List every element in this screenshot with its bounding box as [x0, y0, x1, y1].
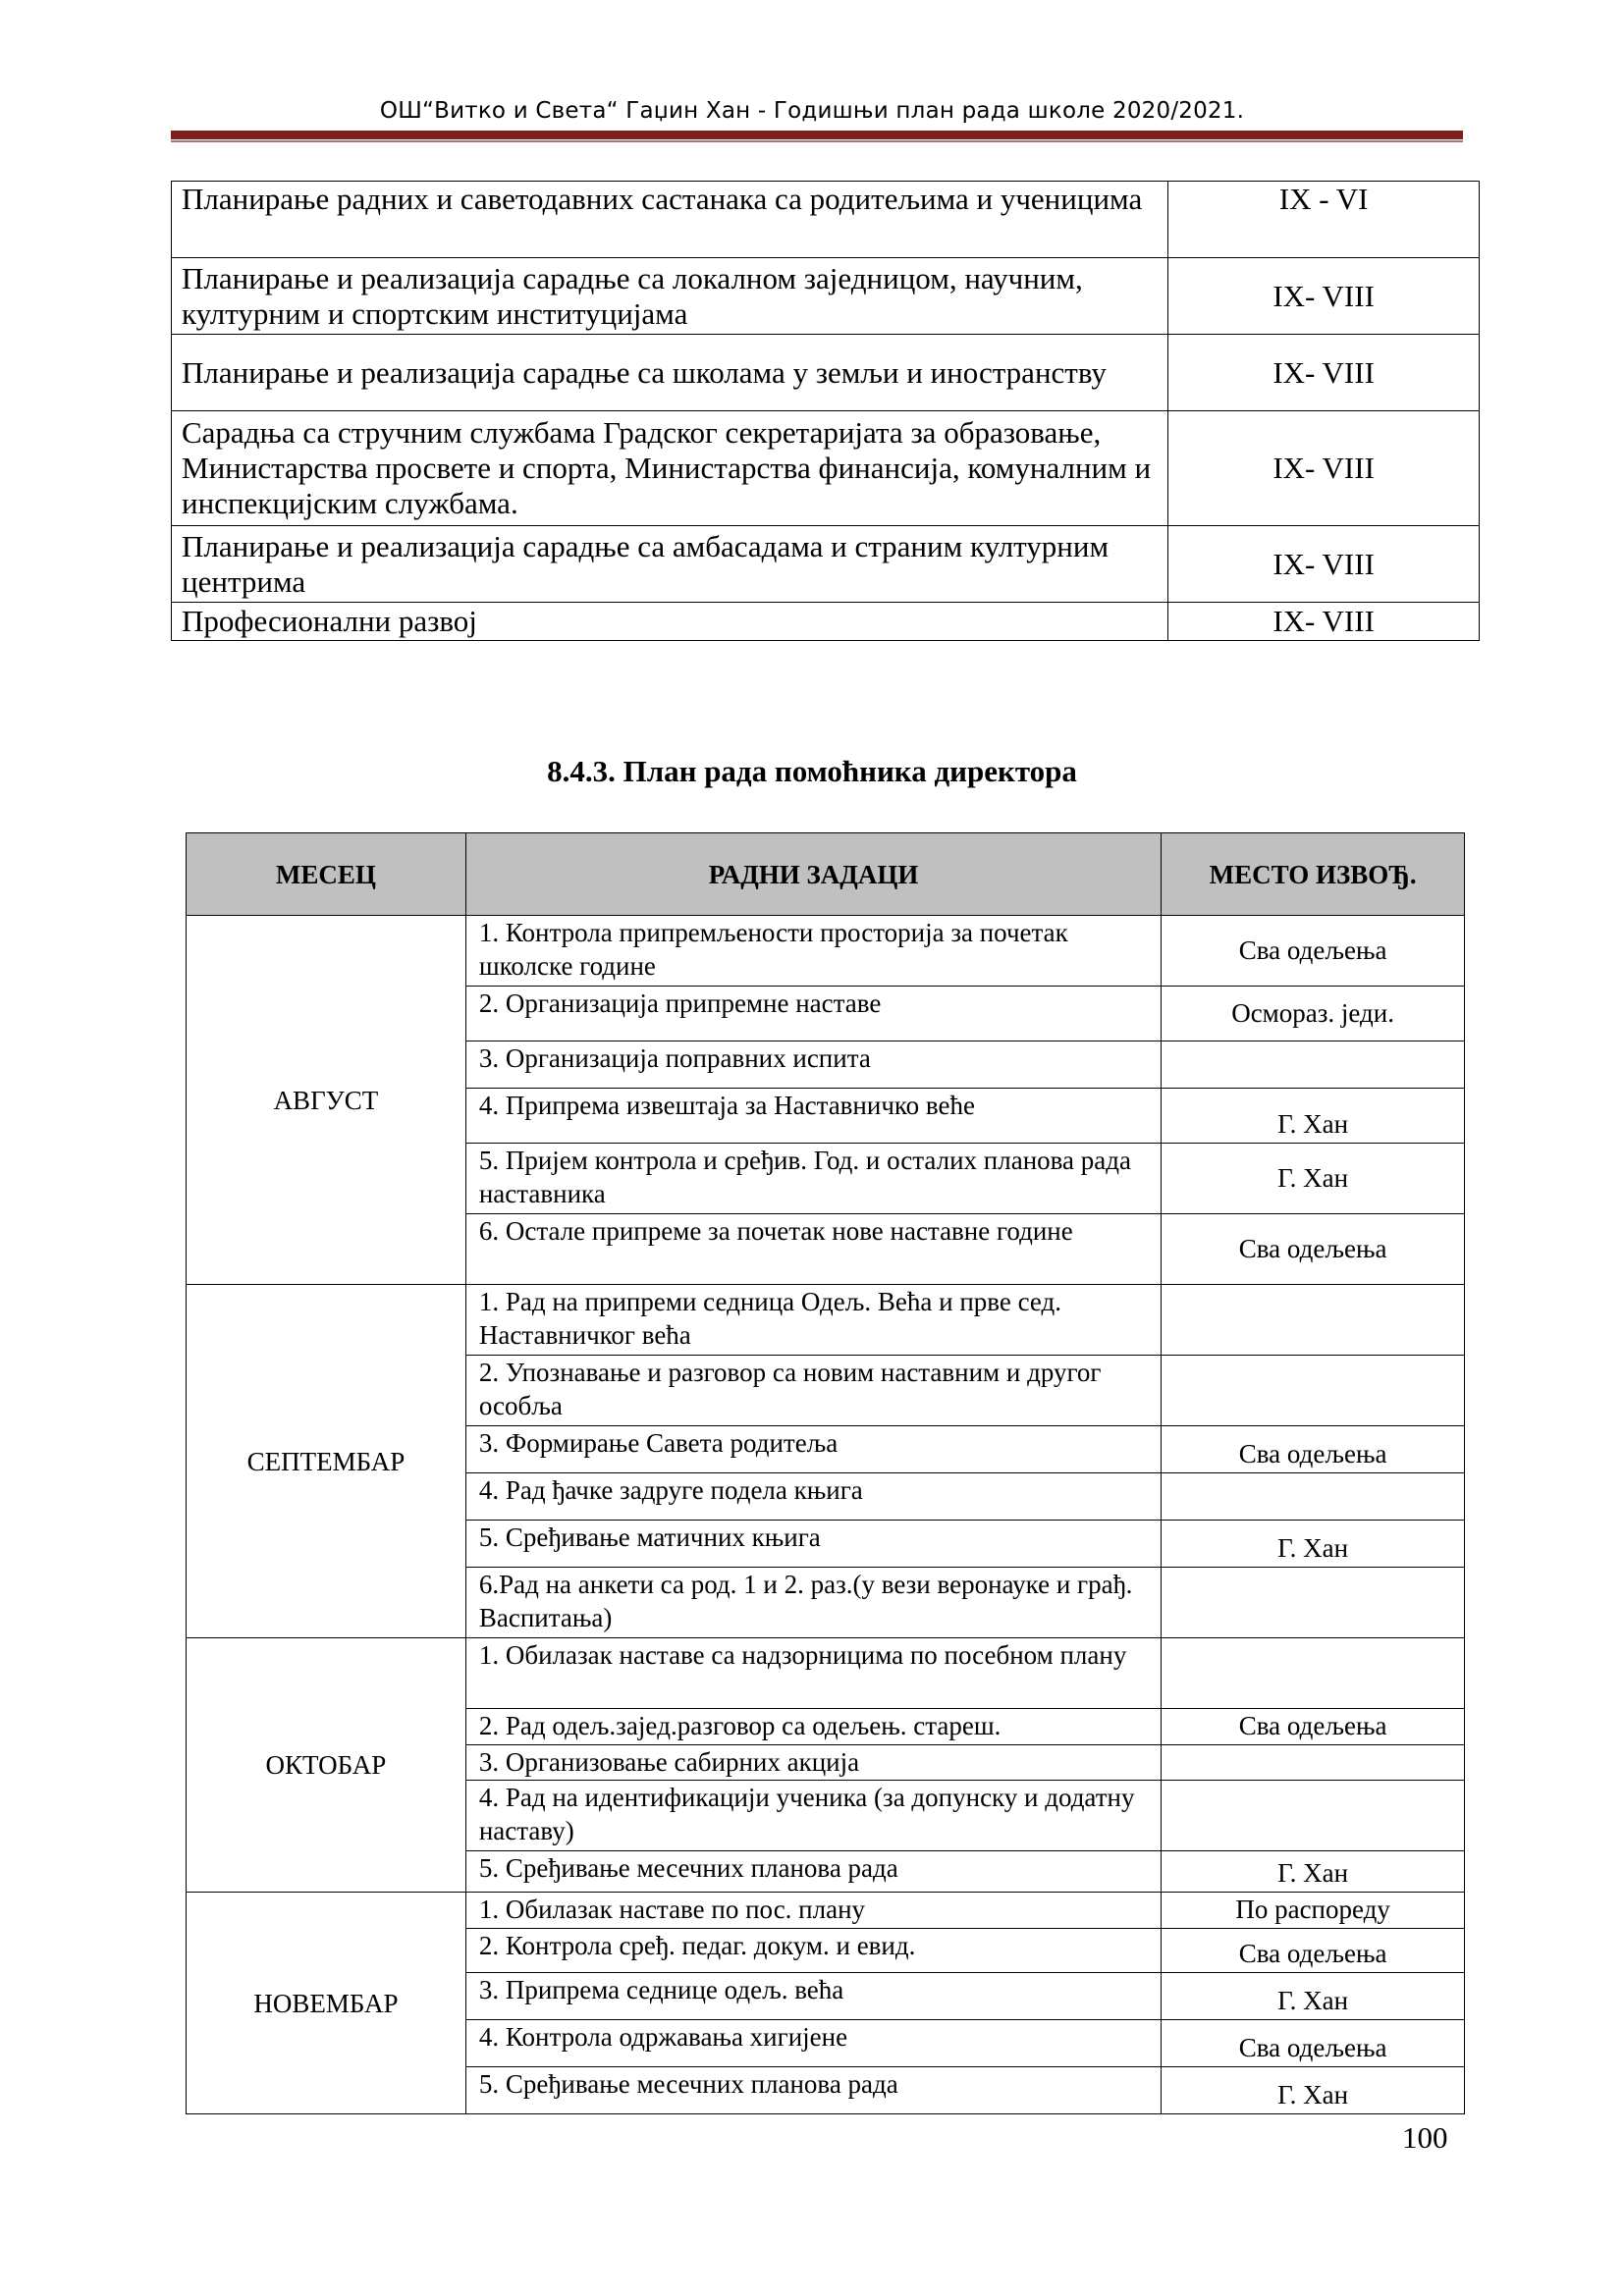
- task-cell: 4. Контрола одржавања хигијене: [465, 2020, 1161, 2067]
- table-row: [187, 1638, 1465, 1709]
- header-rule: [171, 131, 1463, 139]
- location-cell: Осмораз. једи.: [1162, 987, 1465, 1041]
- period-cell: IX- VIII: [1168, 603, 1480, 641]
- table-row: [187, 1893, 1465, 1929]
- task-cell: 5. Сређивање месечних планова рада: [465, 2067, 1161, 2114]
- table-header-row: [187, 833, 1465, 916]
- location-cell: Сва одељења: [1162, 1929, 1465, 1973]
- month-cell: НОВЕМБАР: [187, 1893, 466, 2114]
- task-cell: 6.Рад на анкети са род. 1 и 2. раз.(у вези веронауке и грађ. Васпитања): [465, 1568, 1161, 1638]
- location-column-header: МЕСТО ИЗВОЂ.: [1162, 833, 1465, 916]
- task-cell: 5. Сређивање матичних књига: [465, 1521, 1161, 1568]
- location-cell: [1162, 1041, 1465, 1089]
- table-row: [187, 916, 1465, 987]
- task-cell: 3. Организација поправних испита: [465, 1041, 1161, 1089]
- table-row: [172, 526, 1480, 603]
- task-cell: 4. Припрема извештаја за Наставничко веће: [465, 1089, 1161, 1144]
- period-cell: IX - VI: [1168, 182, 1480, 258]
- location-cell: Сва одељења: [1162, 1426, 1465, 1473]
- location-cell: По распореду: [1162, 1893, 1465, 1929]
- location-cell: [1162, 1568, 1465, 1638]
- table-row: [172, 603, 1480, 641]
- task-cell: 6. Остале припреме за почетак нове наставне године: [465, 1214, 1161, 1285]
- task-cell: 5. Пријем контрола и сређив. Год. и осталих планова рада наставника: [465, 1144, 1161, 1214]
- location-cell: [1162, 1745, 1465, 1781]
- location-cell: Г. Хан: [1162, 1144, 1465, 1214]
- table-row: [172, 258, 1480, 335]
- section-title: 8.4.3. План рада помоћника директора: [547, 754, 1077, 788]
- assistant-director-plan-table: [186, 832, 1465, 2114]
- task-cell: 3. Припрема седнице одељ. већа: [465, 1973, 1161, 2020]
- activity-cell: Професионални развој: [172, 603, 1168, 641]
- header-rule-thin: [171, 140, 1463, 142]
- activity-cell: Планирање и реализација сарадње са локалном заједницом, научним, културним и спортским институцијама: [172, 258, 1168, 335]
- activity-cell: Сарадња са стручним службама Градског секретаријата за образовање, Министарства просвете и спорта, Министарства финансија, комуналним и инспекцијским службама.: [172, 411, 1168, 526]
- activity-cell: Планирање и реализација сарадње са школама у земљи и иностранству: [172, 335, 1168, 411]
- task-cell: 5. Сређивање месечних планова рада: [465, 1851, 1161, 1893]
- task-cell: 2. Организација припремне наставе: [465, 987, 1161, 1041]
- location-cell: Г. Хан: [1162, 1851, 1465, 1893]
- period-cell: IX- VIII: [1168, 258, 1480, 335]
- location-cell: Сва одељења: [1162, 916, 1465, 987]
- activities-table: [171, 181, 1480, 641]
- task-cell: 3. Формирање Савета родитеља: [465, 1426, 1161, 1473]
- activity-cell: Планирање и реализација сарадње са амбасадама и страним културним центрима: [172, 526, 1168, 603]
- table-row: [172, 182, 1480, 258]
- location-cell: [1162, 1638, 1465, 1709]
- location-cell: [1162, 1781, 1465, 1851]
- task-cell: 2. Контрола сређ. педаг. докум. и евид.: [465, 1929, 1161, 1973]
- task-cell: 1. Рад на припреми седница Одељ. Већа и прве сед. Наставничког већа: [465, 1285, 1161, 1356]
- month-column-header: МЕСЕЦ: [187, 833, 466, 916]
- tasks-column-header: РАДНИ ЗАДАЦИ: [465, 833, 1161, 916]
- task-cell: 2. Рад одељ.заjeд.разговор са одељењ. стареш.: [465, 1709, 1161, 1745]
- task-cell: 1. Контрола припремљености просторија за почетак школске године: [465, 916, 1161, 987]
- location-cell: [1162, 1285, 1465, 1356]
- table-row: [172, 411, 1480, 526]
- location-cell: Сва одељења: [1162, 2020, 1465, 2067]
- task-cell: 2. Упознавање и разговор са новим наставним и другог особља: [465, 1356, 1161, 1426]
- month-cell: ОКТОБАР: [187, 1638, 466, 1893]
- location-cell: [1162, 1473, 1465, 1521]
- page-number: 100: [1402, 2120, 1448, 2155]
- location-cell: Г. Хан: [1162, 2067, 1465, 2114]
- location-cell: Сва одељења: [1162, 1214, 1465, 1285]
- task-cell: 4. Рад на идентификацији ученика (за допунску и додатну наставу): [465, 1781, 1161, 1851]
- location-cell: Г. Хан: [1162, 1973, 1465, 2020]
- location-cell: Г. Хан: [1162, 1089, 1465, 1144]
- period-cell: IX- VIII: [1168, 335, 1480, 411]
- location-cell: Сва одељења: [1162, 1709, 1465, 1745]
- task-cell: 3. Организовање сабирних акција: [465, 1745, 1161, 1781]
- period-cell: IX- VIII: [1168, 526, 1480, 603]
- month-cell: АВГУСТ: [187, 916, 466, 1285]
- table-row: [172, 335, 1480, 411]
- activity-cell: Планирање радних и саветодавних састанака са родитељима и ученицима: [172, 182, 1168, 258]
- period-cell: IX- VIII: [1168, 411, 1480, 526]
- table-row: [187, 1285, 1465, 1356]
- task-cell: 4. Рад ђачке задруге подела књига: [465, 1473, 1161, 1521]
- location-cell: Г. Хан: [1162, 1521, 1465, 1568]
- month-cell: СЕПТЕМБАР: [187, 1285, 466, 1638]
- location-cell: [1162, 1356, 1465, 1426]
- page-header-title: ОШ“Витко и Света“ Гаџин Хан - Годишњи план рада школе 2020/2021.: [379, 98, 1245, 124]
- task-cell: 1. Обилазак наставе са надзорницима по посебном плану: [465, 1638, 1161, 1709]
- task-cell: 1. Обилазак наставе по пос. плану: [465, 1893, 1161, 1929]
